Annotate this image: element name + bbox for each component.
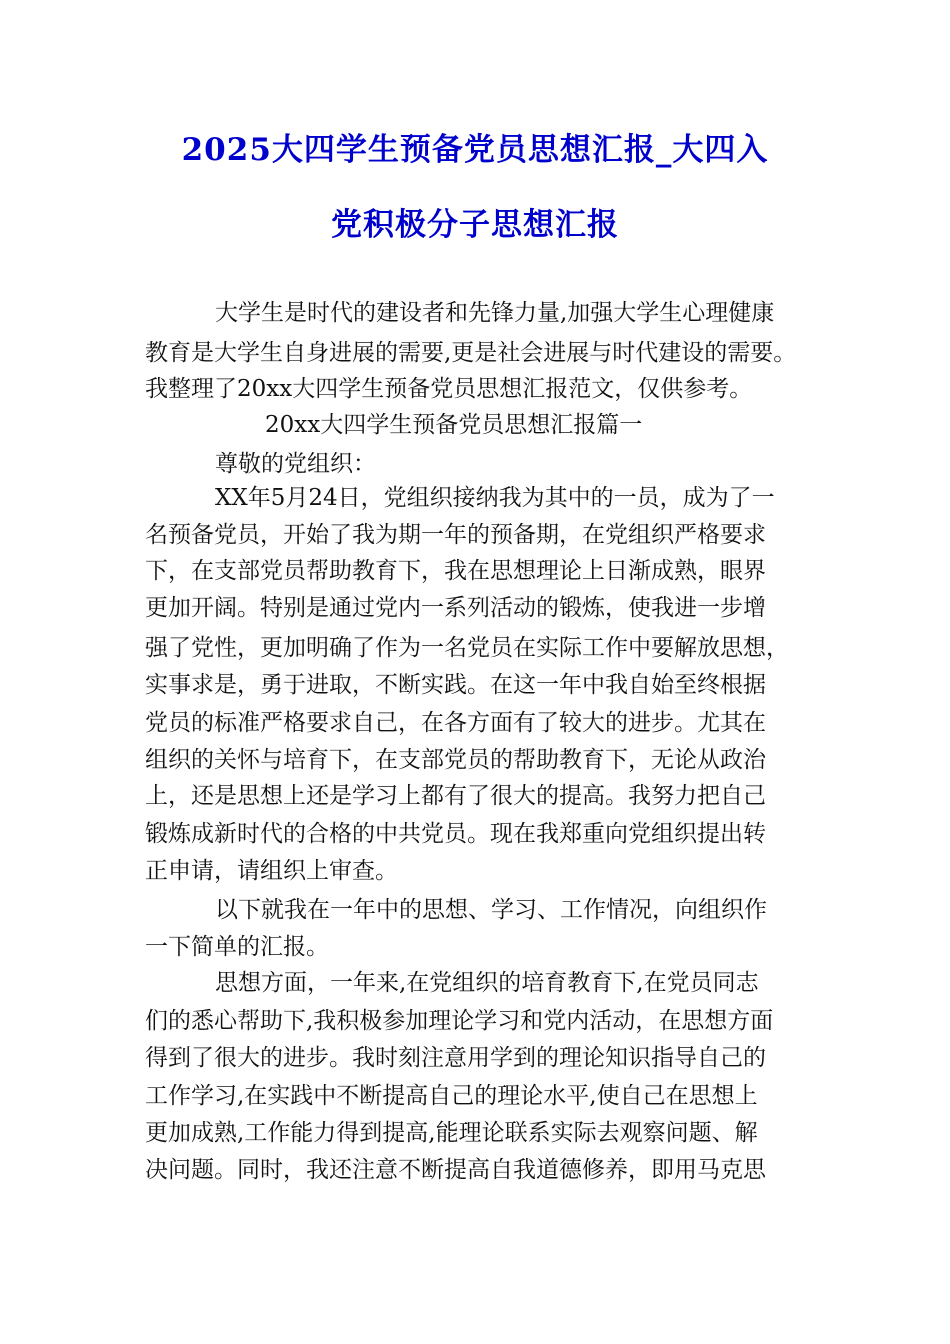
paragraph-line: 决问题。同时，我还注意不断提高自我道德修养，即用马克思 (145, 1157, 766, 1183)
paragraph-line: 我整理了20xx大四学生预备党员思想汇报范文，仅供参考。 (145, 376, 753, 402)
paragraph-line: 工作学习,在实践中不断提高自己的理论水平,使自己在思想上 (145, 1083, 758, 1109)
paragraph-line: XX年5月24日，党组织接纳我为其中的一员，成为了一 (215, 485, 775, 511)
paragraph-line: 正申请，请组织上审查。 (145, 858, 398, 884)
paragraph-line: 教育是大学生自身进展的需要,更是社会进展与时代建设的需要。 (145, 340, 797, 366)
paragraph-line: 党员的标准严格要求自己，在各方面有了较大的进步。尤其在 (145, 710, 766, 736)
paragraph-line: 更加开阔。特别是通过党内一系列活动的锻炼，使我进一步增 (145, 595, 766, 621)
document-title-line-2: 党积极分子思想汇报 (331, 207, 619, 243)
paragraph-line: 实事求是，勇于进取，不断实践。在这一年中我自始至终根据 (145, 672, 766, 698)
paragraph-line: 下，在支部党员帮助教育下，我在思想理论上日渐成熟，眼界 (145, 558, 766, 584)
paragraph-line: 锻炼成新时代的合格的中共党员。现在我郑重向党组织提出转 (145, 821, 766, 847)
paragraph-line: 大学生是时代的建设者和先锋力量,加强大学生心理健康 (215, 300, 775, 326)
section-heading: 20xx大四学生预备党员思想汇报篇一 (265, 412, 643, 438)
paragraph-line: 更加成熟,工作能力得到提高,能理论联系实际去观察问题、解 (145, 1120, 758, 1146)
salutation: 尊敬的党组织： (215, 451, 376, 477)
paragraph-line: 们的悉心帮助下,我积极参加理论学习和党内活动，在思想方面 (145, 1008, 774, 1034)
paragraph-line: 上，还是思想上还是学习上都有了很大的提高。我努力把自己 (145, 783, 766, 809)
paragraph-line: 得到了很大的进步。我时刻注意用学到的理论知识指导自己的 (145, 1045, 766, 1071)
paragraph-line: 组织的关怀与培育下，在支部党员的帮助教育下，无论从政治 (145, 747, 766, 773)
paragraph-line: 名预备党员，开始了我为期一年的预备期，在党组织严格要求 (145, 522, 766, 548)
document-title-line-1: 2025大四学生预备党员思想汇报_大四入 (181, 132, 769, 168)
paragraph-line: 思想方面，一年来,在党组织的培育教育下,在党员同志 (215, 970, 759, 996)
paragraph-line: 强了党性，更加明确了作为一名党员在实际工作中要解放思想， (145, 635, 789, 661)
paragraph-line: 一下简单的汇报。 (145, 934, 329, 960)
paragraph-line: 以下就我在一年中的思想、学习、工作情况，向组织作 (215, 897, 767, 923)
